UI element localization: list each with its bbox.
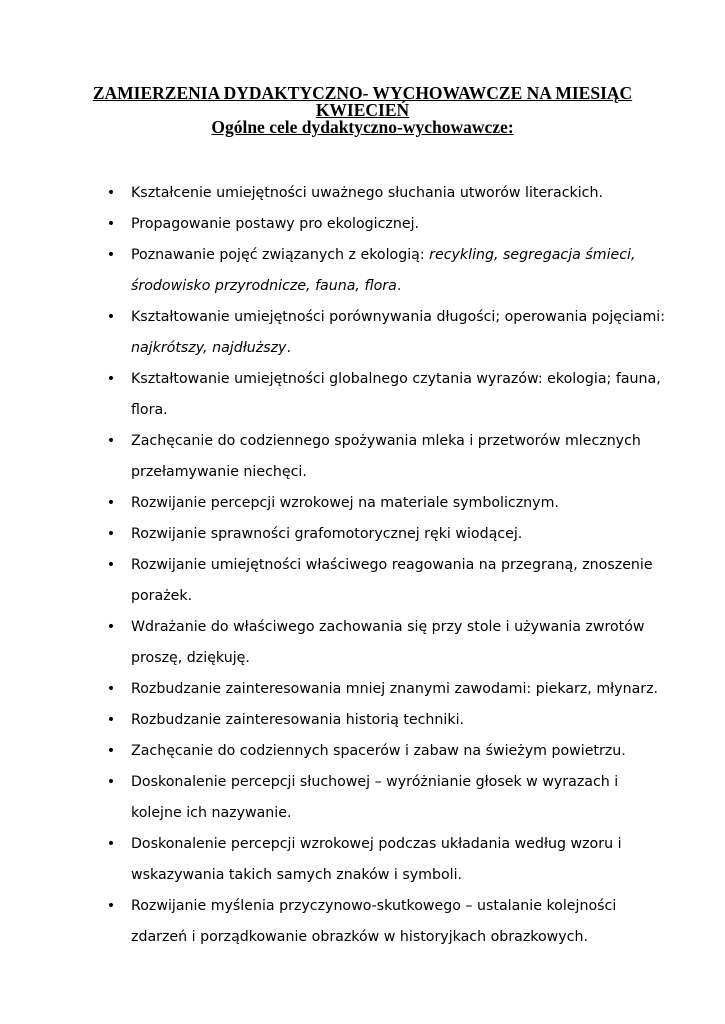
goal-text: Kształcenie umiejętności uważnego słuchania utworów literackich. [131,185,603,201]
goal-text: . [286,340,291,356]
goal-line [131,178,655,209]
goal-item [0,302,725,364]
goal-item [0,178,725,209]
goal-line [131,333,655,364]
goal-line [131,240,655,271]
goal-item [0,364,725,426]
goal-text: Kształtowanie umiejętności porównywania długości; operowania pojęciami: [131,309,666,325]
goal-line [131,829,655,860]
goal-line [131,550,655,581]
goal-item [0,891,725,953]
goal-text: Kształtowanie umiejętności globalnego czytania wyrazów: ekologia; fauna, [131,371,661,387]
goal-text: zdarzeń i porządkowanie obrazków w historyjkach obrazkowych. [131,929,588,945]
goal-item [0,674,725,705]
goal-text: Poznawanie pojęć związanych z ekologią: [131,247,430,263]
goal-line [131,364,661,395]
bullet-icon: • [106,836,116,852]
goal-text: Doskonalenie percepcji słuchowej – wyróżnianie głosek w wyrazach i [131,774,619,790]
goal-item [0,705,725,736]
goal-line [131,209,655,240]
goal-text: wskazywania takich samych znaków i symboli. [131,867,463,883]
goal-line [131,705,655,736]
goal-line [131,395,655,426]
goal-text: Propagowanie postawy pro ekologicznej. [131,216,420,232]
goal-line [131,581,655,612]
goal-text: Rozbudzanie zainteresowania historią techniki. [131,712,465,728]
goal-item [0,488,725,519]
goal-text-italic: recykling, segregacja śmieci, [429,247,636,263]
goal-item [0,829,725,891]
goal-item [0,550,725,612]
bullet-icon: • [106,619,116,635]
goal-text: Zachęcanie do codziennych spacerów i zabaw na świeżym powietrzu. [131,743,626,759]
document-heading [80,85,645,136]
goal-text: Rozbudzanie zainteresowania mniej znanymi zawodami: piekarz, młynarz. [131,681,659,697]
goal-item [0,209,725,240]
goal-line [131,767,655,798]
goal-item [0,426,725,488]
bullet-icon: • [106,774,116,790]
goal-line [131,643,655,674]
bullet-icon: • [106,898,116,914]
goal-text: przełamywanie niechęci. [131,464,307,480]
goal-text-italic: środowisko przyrodnicze, fauna, flora [131,278,397,294]
goal-text: Doskonalenie percepcji wzrokowej podczas układania według wzoru i [131,836,622,852]
goal-item [0,240,725,302]
subtitle: Ogólne cele dydaktyczno-wychowawcze: [211,117,514,137]
bullet-icon: • [106,557,116,573]
goal-line [131,860,655,891]
bullet-icon: • [106,712,116,728]
goal-text: porażek. [131,588,193,604]
goal-text: Rozwijanie sprawności grafomotorycznej ręki wiodącej. [131,526,523,542]
goal-item [0,612,725,674]
goal-line [131,798,655,829]
bullet-icon: • [106,495,116,511]
bullet-icon: • [106,216,116,232]
goal-text: Zachęcanie do codziennego spożywania mleka i przetworów mlecznych [131,433,641,449]
goal-text-italic: najkrótszy, najdłuższy [131,340,287,356]
title-line-1: ZAMIERZENIA DYDAKTYCZNO- WYCHOWAWCZE NA MIESIĄC [92,83,633,103]
goal-text: proszę, dziękuję. [131,650,250,666]
goal-line [131,488,655,519]
goal-line [131,891,655,922]
goal-line [131,612,655,643]
goal-line [131,302,666,333]
bullet-icon: • [106,743,116,759]
goal-text: Rozwijanie myślenia przyczynowo-skutkowego – ustalanie kolejności [131,898,617,914]
goal-line [131,922,655,953]
title-line-2: KWIECIEŃ [315,100,410,120]
goal-item [0,519,725,550]
goal-text: Rozwijanie percepcji wzrokowej na materiale symbolicznym. [131,495,559,511]
goal-text: kolejne ich nazywanie. [131,805,292,821]
goal-line [131,457,655,488]
goal-item [0,736,725,767]
bullet-icon: • [106,433,116,449]
bullet-icon: • [106,371,116,387]
goal-line [131,674,659,705]
goal-text: Wdrażanie do właściwego zachowania się przy stole i używania zwrotów [131,619,645,635]
goal-text: Rozwijanie umiejętności właściwego reagowania na przegraną, znoszenie [131,557,653,573]
bullet-icon: • [106,185,116,201]
goal-line [131,426,655,457]
goal-text: flora. [131,402,168,418]
goal-line [131,271,655,302]
bullet-icon: • [106,309,116,325]
bullet-icon: • [106,247,116,263]
bullet-icon: • [106,681,116,697]
bullet-icon: • [106,526,116,542]
goal-line [131,519,655,550]
goal-line [131,736,655,767]
goal-text: . [396,278,402,294]
goals-list [0,178,725,953]
goal-item [0,767,725,829]
